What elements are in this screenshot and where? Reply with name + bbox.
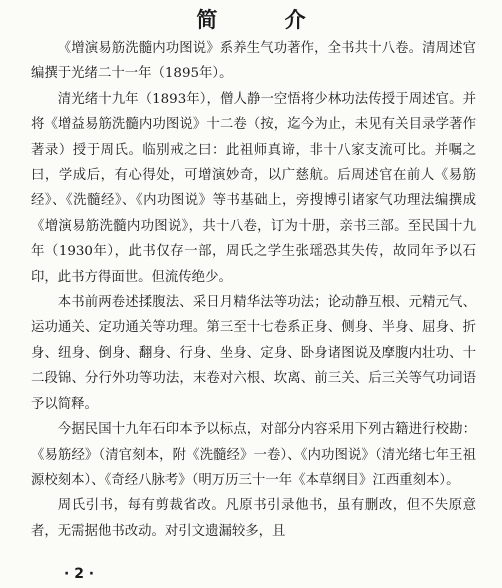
paragraph-2: 清光绪十九年（1893年），僧人静一空悟将少林功法传授于周述官。并将《增益易筋洗髓内功图说》十二卷（按，迄今为止，未见有关目录学著作著录）授于周氏。临别戒之曰：此祖师真谛，非十八家支流可比。并嘱之曰，学成后，有心得处，可增演妙奇，以广慈航。后周述官在前人《易筋经》、《洗髓经》、《内功图说》等书基础上，旁搜博引诸家气功理法编撰成《增演易筋洗髓内功图说》，共十八卷，订为十册，亲书三部。至民国十九年（1930年），此书仅存一部，周氏之学生张瑶恐其失传，故同年予以石印，此书方得面世。但流传绝少。 [31, 91, 476, 285]
page-title: 简 介 [196, 8, 336, 32]
page-number: · 2 · [64, 566, 95, 582]
paragraph-3: 本书前两卷述揉腹法、采日月精华法等功法；论动静互根、元精元气、运功通关、定功通关等功理。第三至十七卷系正身、侧身、半身、屈身、折身、纽身、倒身、翻身、行身、坐身、定身、卧身诸图说及摩腹内壮功、十二段锦、分行外功等功法，末卷对六根、坎离、前三关、后三关等气功词语予以简释。 [31, 295, 476, 412]
paragraph-1: 《增演易筋洗髓内功图说》系养生气功著作，全书共十八卷。清周述官编撰于光绪二十一年（1895年）。 [31, 41, 476, 82]
paragraph-4: 今据民国十九年石印本予以标点，对部分内容采用下列古籍进行校勘：《易筋经》（清官刻本，附《洗髓经》一卷）、《内功图说》（清光绪七年王祖源校刻本）、《奇经八脉考》（明万历三十一年《本草纲目》江西重刻本）。 [31, 422, 476, 488]
body-text [31, 36, 476, 544]
paragraph-5: 周氏引书，每有剪裁省改。凡原书引录他书，虽有删改，但不失原意者，无需据他书改动。对引文遗漏较多，且 [31, 498, 476, 539]
